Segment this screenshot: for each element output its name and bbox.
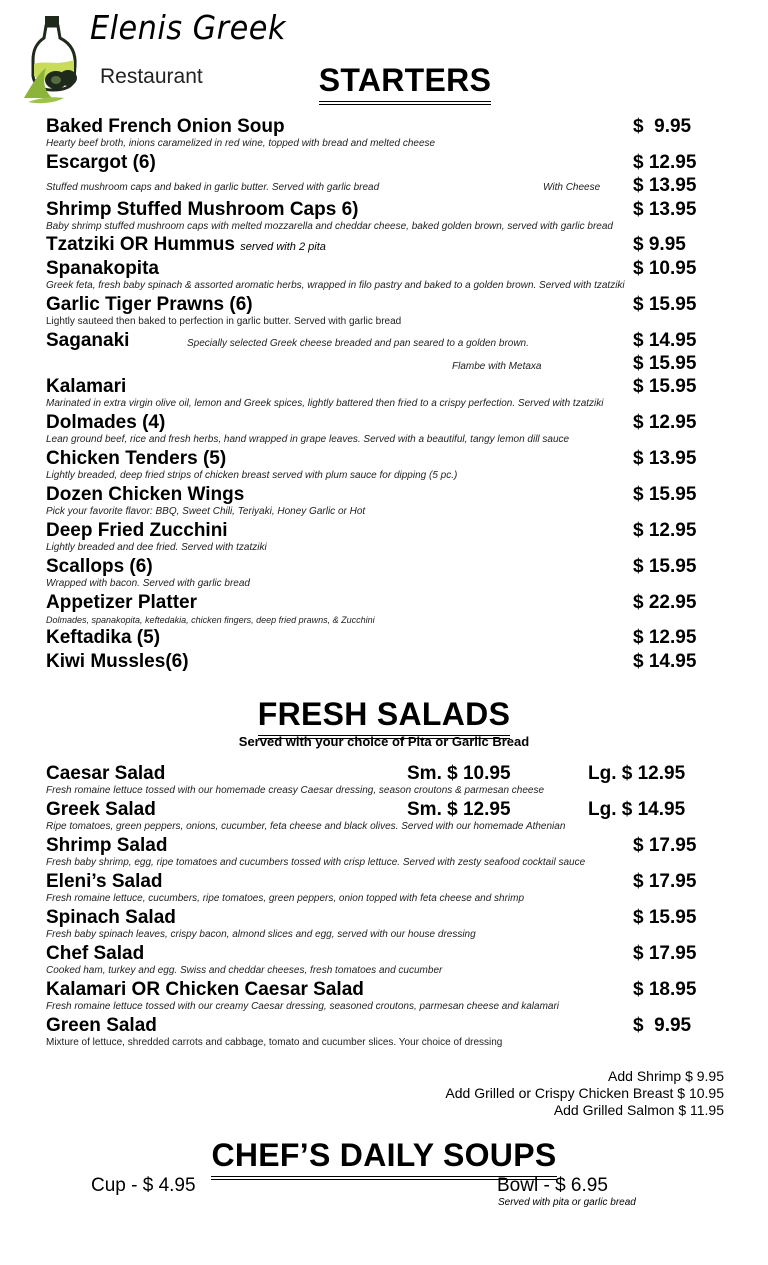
starters-title: STARTERS (0, 62, 768, 105)
menu-item: Green Salad $ 9.95 Mixture of lettuce, shredded carrots and cabbage, tomato and cucumber slices. Your choice of dressing (46, 1015, 692, 1048)
menu-item: Caesar Salad Sm. $ 10.95 Lg. $ 12.95 Fresh romaine lettuce tossed with our homemade creasy Caesar dressing, season croutons & parmesan cheese (46, 763, 686, 796)
menu-item: Kiwi Mussles(6) $ 14.95 (46, 651, 697, 672)
menu-item: Shrimp Salad $ 17.95 Fresh baby shrimp, egg, ripe tomatoes and cucumbers tossed with crisp lettuce. Served with zesty seafood cocktail sauce (46, 835, 697, 868)
menu-item: Keftadika (5) $ 12.95 (46, 627, 697, 648)
menu-item: Scallops (6) $ 15.95 Wrapped with bacon. Served with garlic bread (46, 556, 697, 589)
addon-line: Add Grilled Salmon $ 11.95 (553, 1102, 724, 1118)
menu-item: Dolmades (4) $ 12.95 Lean ground beef, rice and fresh herbs, hand wrapped in grape leaves. Served with a beautiful, tangy lemon dill sauce (46, 412, 697, 445)
menu-item: Saganaki Specially selected Greek cheese breaded and pan seared to a golden brown. $ 14.95 Flambe with Metaxa $ 15.95 (46, 330, 697, 374)
soup-bowl-price: Bowl - $ 6.95 (497, 1175, 608, 1196)
soups-title: CHEF’S DAILY SOUPS (0, 1137, 768, 1180)
menu-item: Chef Salad $ 17.95 Cooked ham, turkey and egg. Swiss and cheddar cheeses, fresh tomatoes and cucumber (46, 943, 697, 976)
addon-line: Add Shrimp $ 9.95 (608, 1068, 724, 1084)
salads-title: FRESH SALADS (0, 696, 768, 739)
brand-name: Elenis Greek (90, 8, 286, 47)
soup-bowl-note: Served with pita or garlic bread (498, 1197, 636, 1208)
menu-item: Garlic Tiger Prawns (6) $ 15.95 Lightly sauteed then baked to perfection in garlic butter. Served with garlic bread (46, 294, 697, 327)
menu-item: Spanakopita $ 10.95 Greek feta, fresh baby spinach & assorted aromatic herbs, wrapped in filo pastry and baked to a golden brown. Served with tzatziki (46, 258, 697, 291)
menu-item: Shrimp Stuffed Mushroom Caps 6) $ 13.95 Baby shrimp stuffed mushroom caps with melted mozzarella and cheddar cheese, baked golden brown, served with garlic bread (46, 199, 697, 232)
menu-item: Baked French Onion Soup $ 9.95 Hearty beef broth, inions caramelized in red wine, topped with bread and melted cheese (46, 116, 692, 149)
menu-item: Deep Fried Zucchini $ 12.95 Lightly breaded and dee fried. Served with tzatziki (46, 520, 697, 553)
menu-item: Eleni’s Salad $ 17.95 Fresh romaine lettuce, cucumbers, ripe tomatoes, green peppers, onion topped with feta cheese and shrimp (46, 871, 697, 904)
menu-item: Dozen Chicken Wings $ 15.95 Pick your favorite flavor: BBQ, Sweet Chili, Teriyaki, Honey Garlic or Hot (46, 484, 697, 517)
menu-item: Greek Salad Sm. $ 12.95 Lg. $ 14.95 Ripe tomatoes, green peppers, onions, cucumber, feta cheese and black olives. Served with our homemade Athenian (46, 799, 686, 832)
menu-item: Escargot (6) $ 12.95 Stuffed mushroom caps and baked in garlic butter. Served with garlic bread With Cheese $ 13.95 (46, 152, 697, 196)
brand-subtitle: Restaurant (100, 65, 203, 88)
menu-item: Tzatziki OR Hummus served with 2 pita $ 9.95 (46, 234, 686, 255)
menu-item: Spinach Salad $ 15.95 Fresh baby spinach leaves, crispy bacon, almond slices and egg, served with our house dressing (46, 907, 697, 940)
addon-line: Add Grilled or Crispy Chicken Breast $ 10.95 (445, 1085, 724, 1101)
menu-item: Appetizer Platter $ 22.95 Dolmades, spanakopita, keftedakia, chicken fingers, deep fried prawns, & Zucchini (46, 592, 697, 625)
soup-cup-price: Cup - $ 4.95 (91, 1175, 196, 1196)
menu-item: Kalamari $ 15.95 Marinated in extra virgin olive oil, lemon and Greek spices, lightly battered then fried to a crispy perfection. Served with tzatziki (46, 376, 697, 409)
salads-subtitle: Served with your choice of Pita or Garlic Bread (238, 734, 530, 749)
menu-item: Kalamari OR Chicken Caesar Salad $ 18.95 Fresh romaine lettuce tossed with our creamy Caesar dressing, seasoned croutons, parmesan cheese and kalamari (46, 979, 697, 1012)
salad-addons (445, 1068, 724, 1119)
menu-item: Chicken Tenders (5) $ 13.95 Lightly breaded, deep fried strips of chicken breast served with plum sauce for dipping (5 pc.) (46, 448, 697, 481)
